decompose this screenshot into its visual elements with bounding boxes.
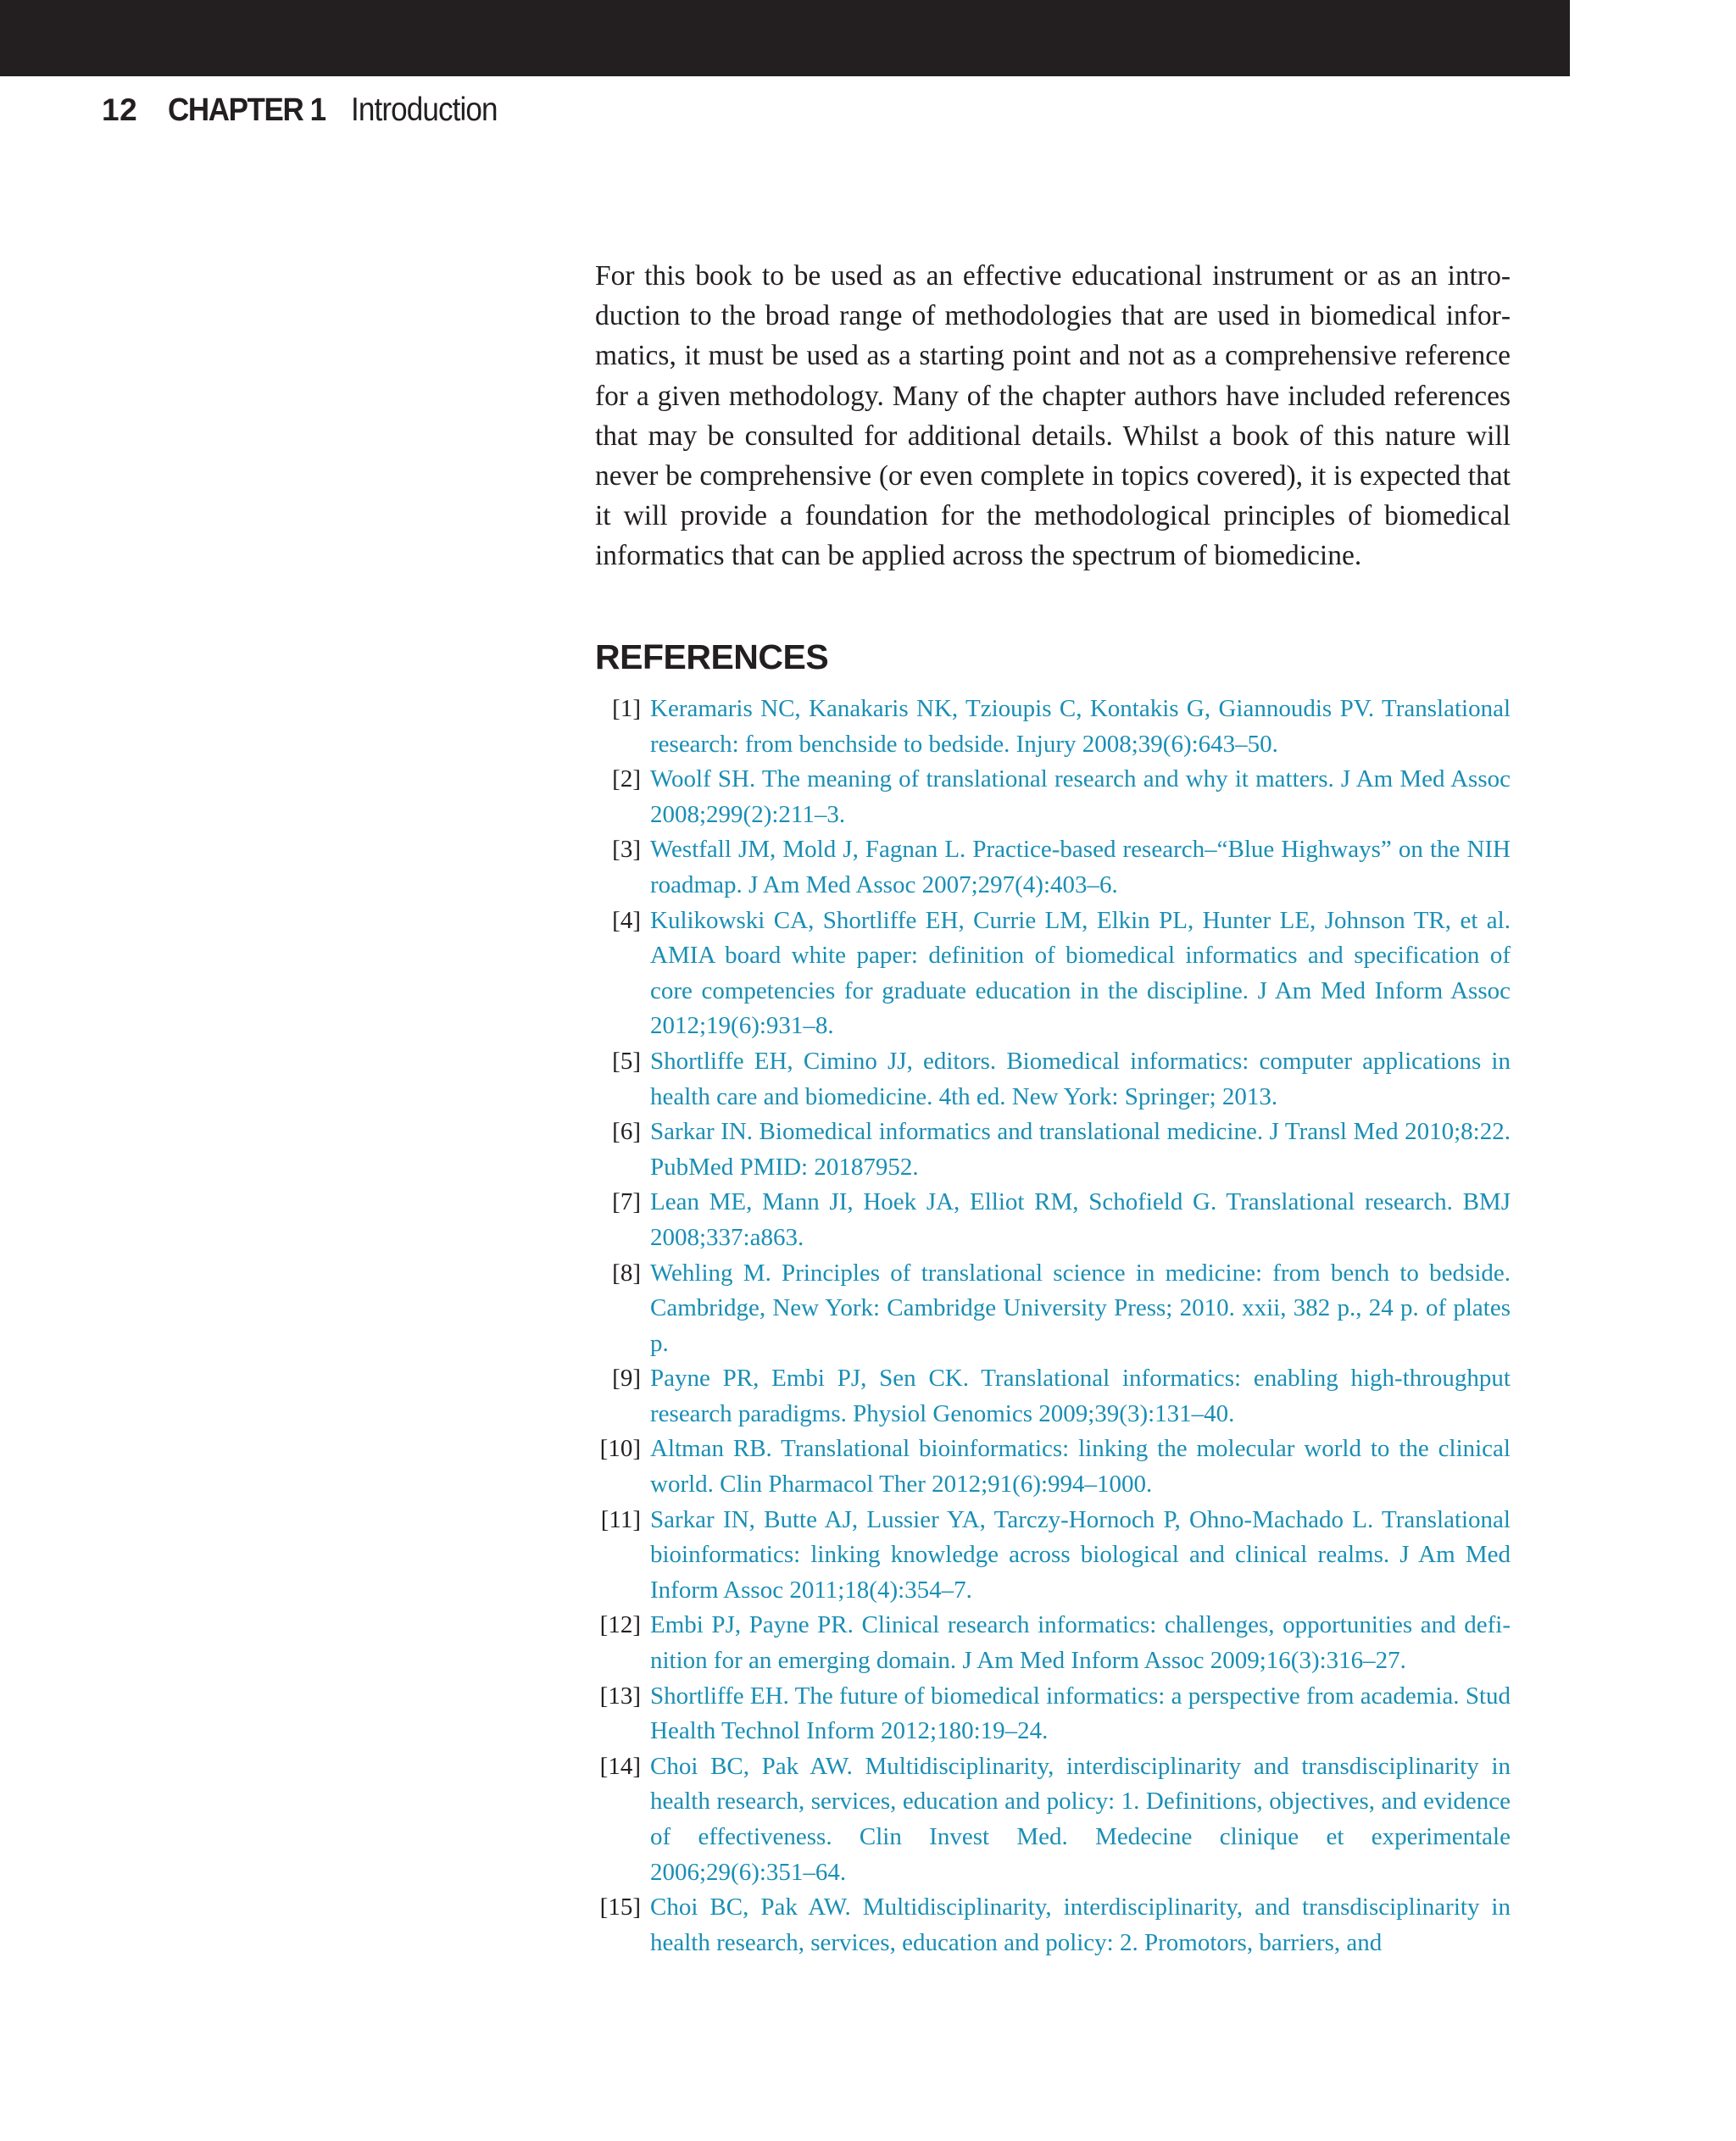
reference-link[interactable]: Sarkar IN, Butte AJ, Lussier YA, Tarczy-Hornoch P, Ohno-Machado L. Translational bioinformatics: linking knowledge across biological and clinical realms. J Am Med Inform Assoc 2011;18(4):354–7. (650, 1505, 1511, 1604)
reference-item (595, 1185, 1511, 1255)
reference-link[interactable]: Embi PJ, Payne PR. Clinical research informatics: challenges, opportunities and definition for an emerging domain. J Am Med Inform Assoc 2009;16(3):316–27. (650, 1611, 1511, 1675)
reference-item (595, 1503, 1511, 1609)
reference-link[interactable]: Choi BC, Pak AW. Multidisciplinarity, interdisciplinarity, and transdisciplinarity in health research, services, education and policy: 2. Promotors, barriers, and (650, 1894, 1511, 1956)
reference-item (595, 1115, 1511, 1185)
reference-link[interactable]: Woolf SH. The meaning of translational research and why it matters. J Am Med Assoc 2008;299(2):211–3. (650, 765, 1511, 828)
reference-number: [6] (612, 1118, 641, 1146)
reference-link[interactable]: Wehling M. Principles of translational science in medicine: from bench to bedside. Cambridge, New York: Cambridge University Press; 2010. xxii, 382 p., 24 p. of plates p. (650, 1259, 1511, 1357)
reference-number: [11] (600, 1505, 641, 1533)
reference-link[interactable]: Keramaris NC, Kanakaris NK, Tzioupis C, Kontakis G, Giannoudis PV. Translational research: from benchside to bedside. Injury 2008;39(6):643–50. (650, 695, 1511, 758)
reference-item (595, 1890, 1511, 1960)
reference-item (595, 1749, 1511, 1890)
reference-list (595, 692, 1511, 1960)
reference-item (595, 832, 1511, 903)
reference-number: [1] (612, 695, 641, 722)
reference-item (595, 1608, 1511, 1678)
page-number: 12 (102, 92, 138, 127)
reference-item (595, 904, 1511, 1044)
body-paragraph: For this book to be used as an effective educational instrument or as an introduction to the broad range of methodologies that are used in biomedical informatics, it must be used as a starting point and not as a comprehensive reference for a given methodology. Many of the chapter authors have included references that may be consulted for additional details. Whilst a book of this nature will never be comprehensive (or even complete in topics covered), it is expected that it will provide a foundation for the methodological principles of biomedical informatics that can be applied across the spectrum of biomedicine. (595, 260, 1511, 572)
reference-item (595, 1432, 1511, 1502)
reference-link[interactable]: Kulikowski CA, Shortliffe EH, Currie LM, Elkin PL, Hunter LE, Johnson TR, et al. AMIA board white paper: definition of biomedical informatics and specification of core competencies for graduate education in the discipline. J Am Med Inform Assoc 2012;19(6):931–8. (650, 906, 1511, 1040)
reference-link[interactable]: Shortliffe EH. The future of biomedical informatics: a perspective from academia. Stud Health Technol Inform 2012;180:19–24. (650, 1682, 1511, 1745)
reference-link[interactable]: Shortliffe EH, Cimino JJ, editors. Biomedical informatics: computer applications in health care and biomedicine. 4th ed. New York: Springer; 2013. (650, 1047, 1511, 1110)
reference-number: [15] (599, 1894, 641, 1921)
reference-link[interactable]: Altman RB. Translational bioinformatics: linking the molecular world to the clinical world. Clin Pharmacol Ther 2012;91(6):994–1000. (650, 1435, 1511, 1499)
reference-number: [12] (599, 1611, 641, 1639)
references-heading: REFERENCES (595, 637, 829, 676)
reference-item (595, 692, 1511, 762)
reference-number: [5] (612, 1047, 641, 1075)
reference-number: [3] (612, 836, 641, 864)
reference-number: [14] (599, 1752, 641, 1780)
reference-link[interactable]: Sarkar IN. Biomedical informatics and translational medicine. J Transl Med 2010;8:22. PubMed PMID: 20187952. (650, 1118, 1511, 1181)
reference-link[interactable]: Lean ME, Mann JI, Hoek JA, Elliot RM, Schofield G. Translational research. BMJ 2008;337:a863. (650, 1188, 1511, 1251)
reference-number: [2] (612, 765, 641, 793)
top-bar (0, 0, 1570, 76)
chapter-label: CHAPTER 1 (168, 92, 326, 128)
reference-number: [8] (612, 1259, 641, 1287)
reference-number: [7] (612, 1188, 641, 1216)
reference-item (595, 1044, 1511, 1115)
reference-number: [13] (599, 1682, 641, 1710)
running-head (102, 92, 514, 142)
reference-number: [10] (599, 1435, 641, 1463)
reference-item (595, 1679, 1511, 1749)
reference-link[interactable]: Choi BC, Pak AW. Multidisciplinarity, interdisciplinarity and transdisciplinarity in health research, services, education and policy: 1. Definitions, objectives, and evidence of effectiveness. Clin Invest Med. Medecine clinique et experimentale 2006;29(6):351–64. (650, 1752, 1511, 1886)
reference-link[interactable]: Westfall JM, Mold J, Fagnan L. Practice-based research–“Blue Highways” on the NIH roadmap. J Am Med Assoc 2007;297(4):403–6. (650, 836, 1511, 898)
reference-item (595, 1256, 1511, 1362)
reference-item (595, 1361, 1511, 1432)
reference-number: [4] (612, 906, 641, 934)
chapter-title: Introduction (351, 92, 498, 128)
reference-link[interactable]: Payne PR, Embi PJ, Sen CK. Translational informatics: enabling high-throughput research paradigms. Physiol Genomics 2009;39(3):131–40. (650, 1365, 1511, 1427)
reference-item (595, 762, 1511, 832)
reference-number: [9] (612, 1365, 641, 1393)
